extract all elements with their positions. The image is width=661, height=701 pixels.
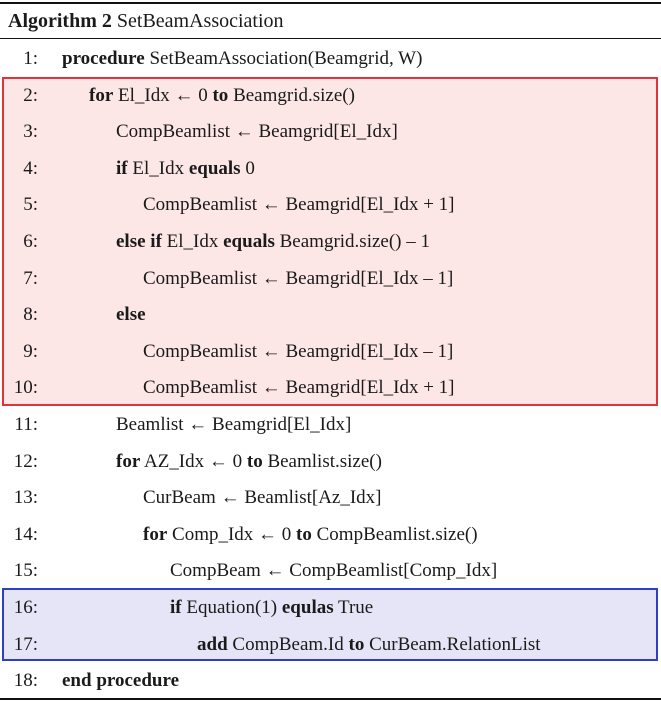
algorithm-title <box>8 9 284 33</box>
line-number: 17: <box>13 633 38 655</box>
code-text: SetBeamAssociation(Beamgrid, W) <box>144 48 423 69</box>
line-code <box>170 590 373 626</box>
line-number: 15: <box>13 560 38 582</box>
line-code <box>170 553 497 589</box>
code-text: El_Idx <box>127 157 189 179</box>
algorithm-line-17 <box>0 627 661 663</box>
line-number: 16: <box>13 597 38 618</box>
code-text: El_Idx ← 0 <box>113 84 213 106</box>
line-number: 11: <box>14 414 38 435</box>
line-code <box>116 297 146 333</box>
keyword: for <box>143 523 168 545</box>
algorithm-name: SetBeamAssociation <box>116 10 284 32</box>
algorithm-line-5 <box>0 187 661 223</box>
keyword: if <box>170 597 182 618</box>
code-text: AZ_Idx ← 0 <box>140 450 247 472</box>
code-text: 0 <box>240 157 255 179</box>
line-number: 1: <box>23 48 38 69</box>
keyword: equals <box>188 157 241 179</box>
keyword: else <box>116 304 146 326</box>
keyword: procedure <box>62 48 145 69</box>
code-text: Comp_Idx ← 0 <box>167 523 297 545</box>
code-text: Beamlist ← Beamgrid[El_Idx] <box>116 414 352 435</box>
header-rule <box>0 38 661 39</box>
algorithm-line-14 <box>0 517 661 553</box>
code-text: Beamgrid.size() – 1 <box>274 231 430 252</box>
bottom-rule <box>0 698 661 700</box>
keyword: to <box>212 84 229 106</box>
line-code <box>143 334 453 370</box>
code-text: CompBeamlist ← Beamgrid[El_Idx + 1] <box>143 194 455 216</box>
keyword: if <box>116 157 128 179</box>
line-number: 9: <box>23 340 38 362</box>
algorithm-line-3 <box>0 114 661 150</box>
line-number: 18: <box>13 670 38 692</box>
algorithm-line-15 <box>0 553 661 589</box>
code-text: El_Idx <box>161 231 224 252</box>
line-number: 4: <box>23 157 38 179</box>
code-text: Beamgrid.size() <box>228 84 355 106</box>
keyword: to <box>348 633 365 655</box>
algorithm-line-6 <box>0 224 661 260</box>
code-text: CompBeamlist.size() <box>311 523 478 545</box>
line-number: 10: <box>13 377 38 399</box>
line-number: 6: <box>23 231 38 252</box>
keyword: end procedure <box>62 670 179 692</box>
code-text: Beamlist.size() <box>262 450 382 472</box>
keyword: to <box>296 523 312 545</box>
keyword: else if <box>116 231 162 252</box>
line-number: 12: <box>13 450 38 472</box>
line-code <box>143 480 382 516</box>
algorithm-label: Algorithm 2 <box>8 10 112 32</box>
code-text: CompBeamlist ← Beamgrid[El_Idx + 1] <box>143 377 455 399</box>
line-number: 14: <box>13 523 38 545</box>
code-text: CompBeamlist ← Beamgrid[El_Idx – 1] <box>143 267 454 289</box>
line-code <box>197 627 541 663</box>
keyword: add <box>197 633 228 655</box>
code-text: CompBeam ← CompBeamlist[Comp_Idx] <box>170 560 498 582</box>
line-code <box>116 151 255 187</box>
algorithm-line-11 <box>0 407 661 443</box>
line-number: 2: <box>23 84 38 106</box>
keyword: for <box>89 84 114 106</box>
code-text: CompBeam.Id <box>227 633 349 655</box>
code-text: Equation(1) <box>181 597 282 618</box>
line-number: 8: <box>23 304 38 326</box>
code-text: CompBeamlist ← Beamgrid[El_Idx – 1] <box>143 340 454 362</box>
line-code <box>116 444 382 480</box>
line-code <box>116 407 351 443</box>
line-code <box>143 261 453 297</box>
keyword: equals <box>223 231 275 252</box>
code-text: True <box>333 597 374 618</box>
line-number: 13: <box>13 487 38 509</box>
algorithm-line-9 <box>0 334 661 370</box>
keyword: equlas <box>281 597 334 618</box>
algorithm-line-7 <box>0 261 661 297</box>
algorithm-line-2 <box>0 78 661 114</box>
keyword: for <box>116 450 141 472</box>
top-rule <box>0 2 661 4</box>
line-number: 7: <box>23 267 38 289</box>
line-code <box>116 114 398 150</box>
algorithm-line-13 <box>0 480 661 516</box>
line-code <box>62 41 422 77</box>
algorithm-line-4 <box>0 151 661 187</box>
algorithm-line-1 <box>0 41 661 77</box>
algorithm-line-10 <box>0 370 661 406</box>
code-text: CurBeam ← Beamlist[Az_Idx] <box>143 487 382 509</box>
line-code <box>62 663 179 699</box>
algorithm-line-8 <box>0 297 661 333</box>
code-text: CompBeamlist ← Beamgrid[El_Idx] <box>116 121 398 143</box>
algorithm-line-18 <box>0 663 661 699</box>
keyword: to <box>246 450 263 472</box>
line-number: 3: <box>23 121 38 143</box>
line-code <box>116 224 430 260</box>
line-code <box>143 187 455 223</box>
line-number: 5: <box>23 194 38 216</box>
algorithm-line-16 <box>0 590 661 626</box>
algorithm-line-12 <box>0 444 661 480</box>
line-code <box>143 517 478 553</box>
code-text: CurBeam.RelationList <box>364 633 541 655</box>
line-code <box>89 78 355 114</box>
line-code <box>143 370 455 406</box>
